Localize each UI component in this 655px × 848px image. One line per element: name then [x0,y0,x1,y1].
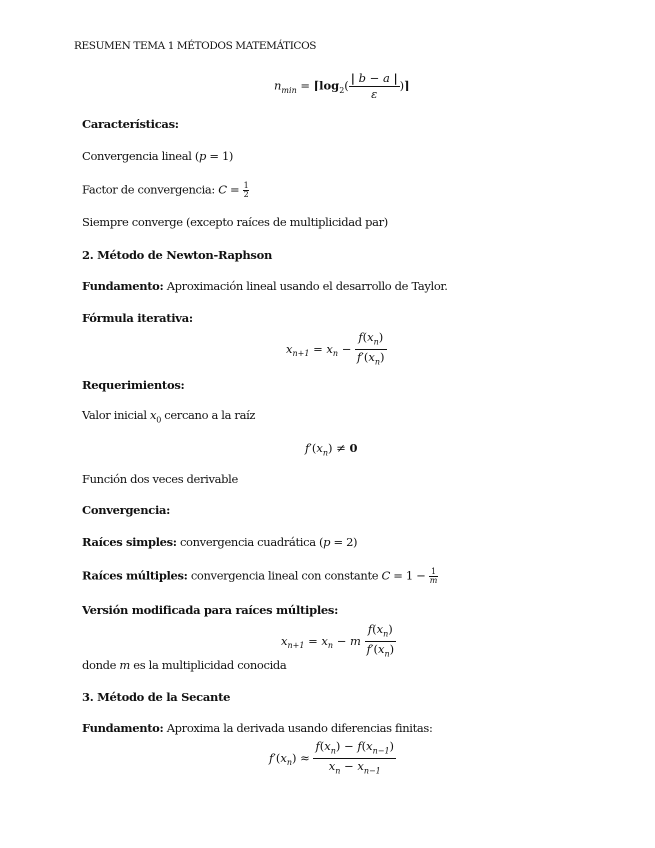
requirements-heading: Requerimientos: [82,378,185,392]
secant-fundamento [82,721,432,735]
modified-heading: Versión modificada para raíces múltiples: [82,603,339,617]
newton-fundamento [82,279,448,293]
document-header: RESUMEN TEMA 1 MÉTODOS MATEMÁTICOS [74,40,317,52]
initial-value: Valor inicial $x_0$ cercano a la raíz [82,408,256,425]
nmin-formula: $n_{min}$ = $⌈\log_2$( $\frac{| b - a |}{\varepsilon}$ )⌉ [274,71,410,101]
derivative-condition: $f'(x_n) \ne 0$ [305,441,358,458]
newton-heading: 2. Método de Newton-Raphson [82,248,273,262]
characteristics-heading: Características: [82,117,179,131]
convergence-heading: Convergencia: [82,503,171,517]
where-m: donde m es la multiplicidad conocida [82,658,287,672]
convergence-factor: Factor de convergencia: C = $\frac{1}{2}$ [82,181,249,199]
convergence-linear: Convergencia lineal (p = 1) [82,149,234,163]
multiple-roots: Raíces múltiples: convergencia lineal con constante C = 1 − $\frac{1}{m}$ [82,567,437,585]
secant-heading: 3. Método de la Secante [82,690,231,704]
newton-fundamento-label: Fundamento: [82,279,164,293]
modified-formula: $x_{n+1} = x_n - m$ $\frac{f(x_n)}{f'(x_n)}$ [281,622,395,659]
secant-fundamento-label: Fundamento: [82,721,164,735]
simple-roots: Raíces simples: convergencia cuadrática (p = 2) [82,535,358,549]
formula-heading: Fórmula iterativa: [82,311,193,325]
twice-differentiable: Función dos veces derivable [82,472,238,486]
newton-iterative-formula: $x_{n+1} = x_n$ − $\frac{f(x_n)}{f'(x_n)}$ [286,330,385,367]
secant-fundamento-text: Aproxima la derivada usando diferencias finitas: [166,721,433,735]
secant-derivative-approx: $f'(x_n)$ ≈ $\frac{f(x_n) - f(x_{n-1})}{x_n - x_{n-1}}$ [269,739,395,776]
always-converges: Siempre converge (excepto raíces de multiplicidad par) [82,215,388,229]
newton-fundamento-text: Aproximación lineal usando el desarrollo de Taylor. [166,279,448,293]
